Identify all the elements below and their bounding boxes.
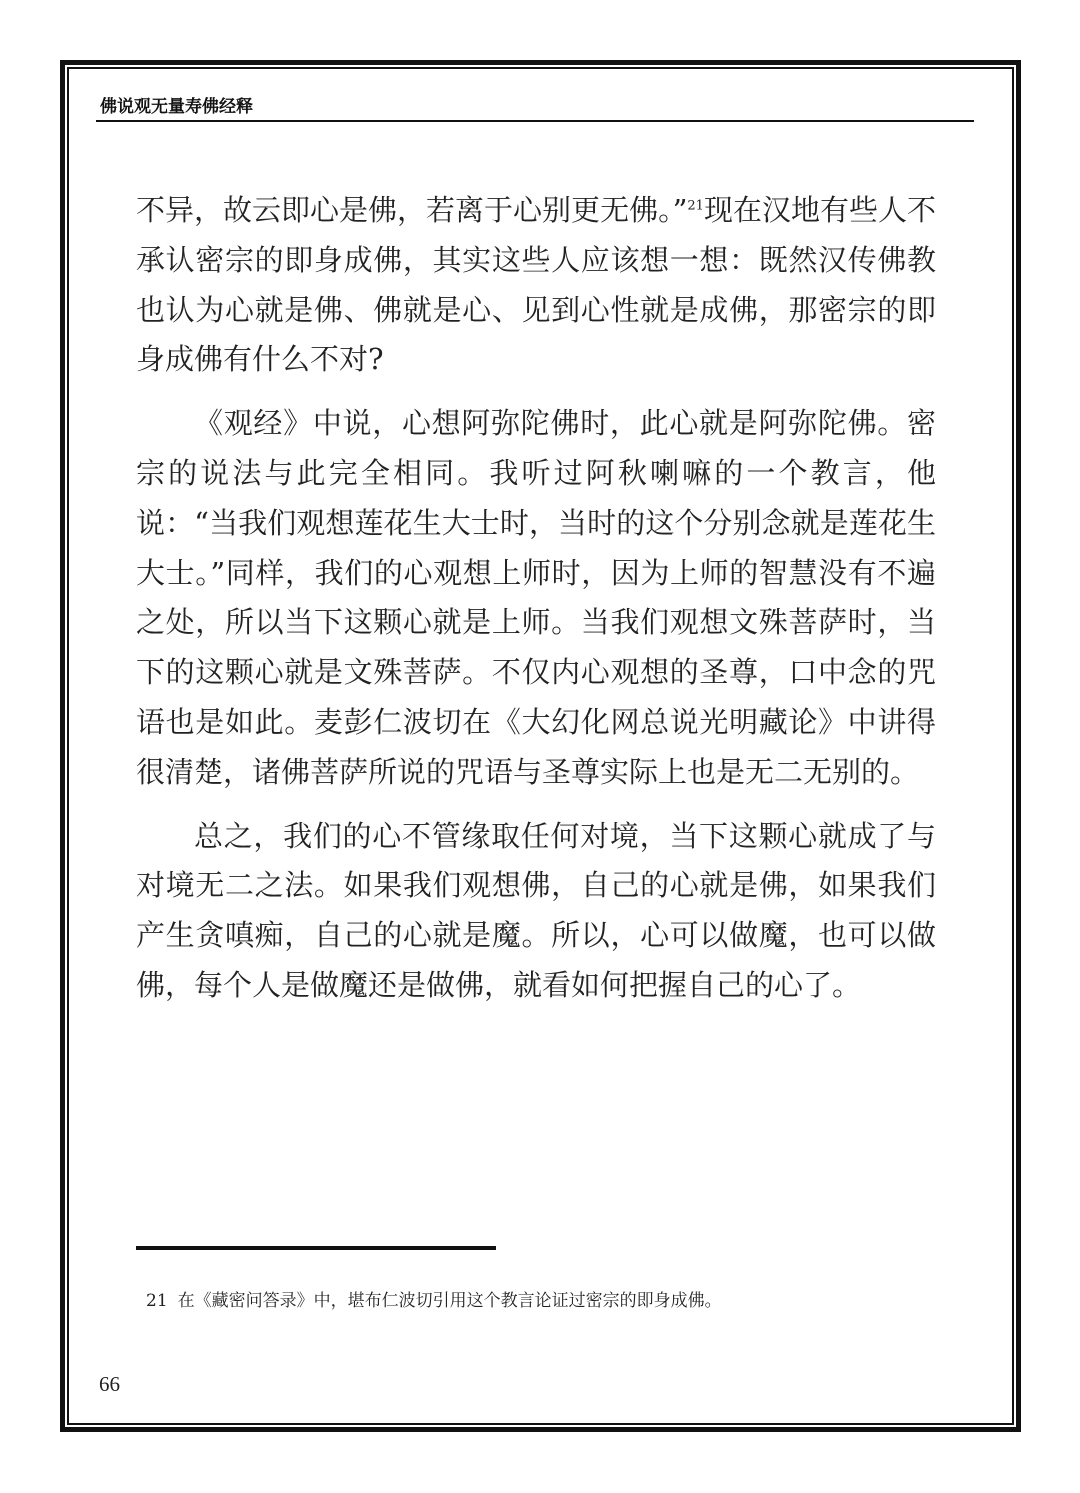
footnote-separator <box>136 1246 496 1250</box>
paragraph-1-text-a: 不异，故云即心是佛，若离于心别更无佛。” <box>136 193 688 227</box>
running-title: 佛说观无量寿佛经释 <box>100 97 253 117</box>
paragraph-2: 《观经》中说，心想阿弥陀佛时，此心就是阿弥陀佛。密宗的说法与此完全相同。我听过阿秋喇嘛的一个教言，他说：“当我们观想莲花生大士时，当时的这个分别念就是莲花生大士。”同样，我们的心观想上师时，因为上师的智慧没有不遍之处，所以当下这颗心就是上师。当我们观想文殊菩萨时，当下的这颗心就是文殊菩萨。不仅内心观想的圣尊，口中念的咒语也是如此。麦彭仁波切在《大幻化网总说光明藏论》中讲得很清楚，诸佛菩萨所说的咒语与圣尊实际上也是无二无别的。 <box>136 406 936 789</box>
paragraph-3: 总之，我们的心不管缘取任何对境，当下这颗心就成了与对境无二之法。如果我们观想佛，自己的心就是佛，如果我们产生贪嗔痴，自己的心就是魔。所以，心可以做魔，也可以做佛，每个人是做魔还是做佛，就看如何把握自己的心了。 <box>136 818 936 1002</box>
footnote <box>146 1286 946 1311</box>
footnote-number: 21 <box>146 1291 168 1311</box>
paragraph-1 <box>136 186 936 385</box>
footnote-text: 在《藏密问答录》中，堪布仁波切引用这个教言论证过密宗的即身成佛。 <box>177 1291 722 1311</box>
footnote-reference[interactable]: 21 <box>687 198 704 214</box>
page-number: 66 <box>99 1372 120 1396</box>
main-text <box>136 186 936 1025</box>
header-rule <box>96 120 974 122</box>
paragraph-1-text-b: 现在汉地有些人不承认密宗的即身成佛，其实这些人应该想一想：既然汉传佛教也认为心就是佛、佛就是心、见到心性就是成佛，那密宗的即身成佛有什么不对? <box>136 193 936 377</box>
